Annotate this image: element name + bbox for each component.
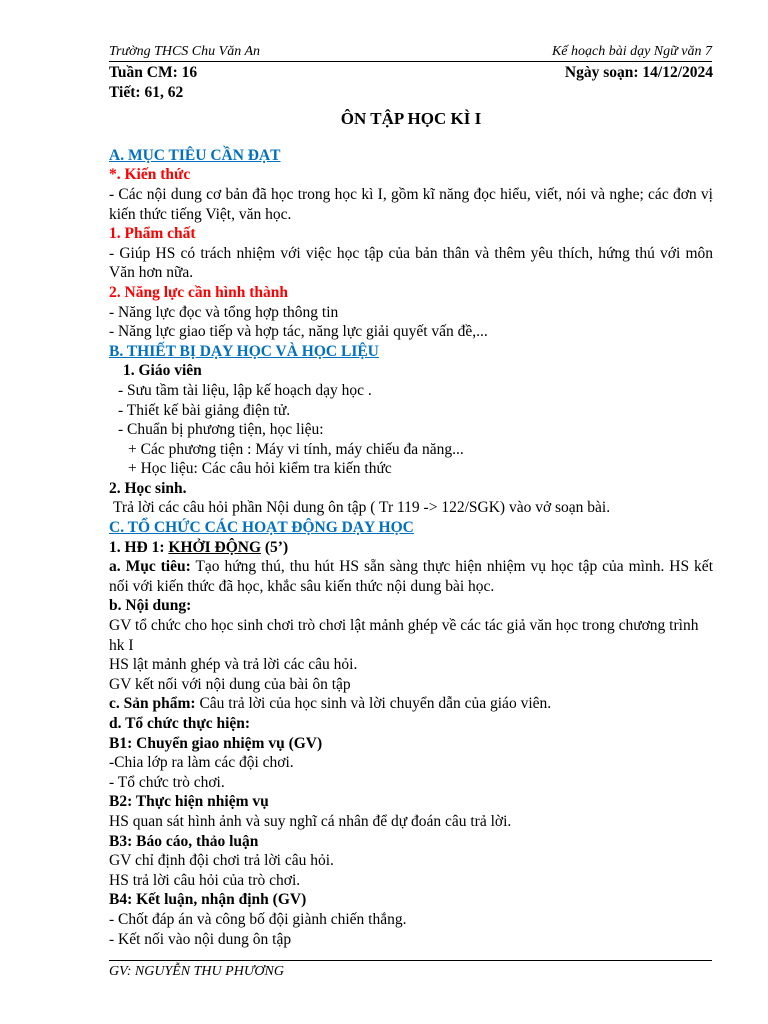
knowledge-heading: *. Kiến thức: [109, 166, 191, 184]
content-label: b. Nội dung:: [109, 597, 192, 615]
competence-item: - Năng lực giao tiếp và hợp tác, năng lực giải quyết vấn đề,...: [109, 323, 488, 341]
goal-paragraph: [109, 557, 713, 596]
competence-heading: 2. Năng lực cần hình thành: [109, 283, 288, 301]
page-title: ÔN TẬP HỌC KÌ I: [340, 109, 482, 129]
b4-item: - Kết nối vào nội dung ôn tập: [109, 930, 292, 948]
b2-text: HS quan sát hình ảnh và suy nghĩ cá nhân để dự đoán câu trả lời.: [109, 812, 512, 830]
activity-prefix: 1. HĐ 1:: [109, 538, 169, 556]
goal-label: a. Mục tiêu:: [109, 558, 191, 576]
teacher-item: + Các phương tiện : Máy vi tính, máy chiếu đa năng...: [128, 440, 464, 458]
teacher-item: - Chuẩn bị phương tiện, học liệu:: [118, 421, 324, 439]
student-heading: 2. Học sinh.: [109, 479, 187, 497]
quality-heading: 1. Phẩm chất: [109, 225, 196, 243]
section-b-heading: B. THIẾT BỊ DẠY HỌC VÀ HỌC LIỆU: [109, 342, 379, 360]
activity-time: (5’): [261, 538, 289, 556]
b4-item: - Chốt đáp án và công bố đội giành chiến thắng.: [109, 910, 407, 928]
product-paragraph: [109, 694, 713, 714]
b4-heading: B4: Kết luận, nhận định (GV): [109, 891, 307, 909]
page-footer: [109, 960, 712, 980]
b3-item: GV chỉ định đội chơi trả lời câu hỏi.: [109, 852, 334, 870]
teacher-item: + Học liệu: Các câu hỏi kiểm tra kiến thức: [128, 460, 392, 478]
teacher-item: - Sưu tầm tài liệu, lập kế hoạch dạy học .: [118, 381, 372, 399]
activity-heading: [109, 538, 713, 558]
teacher-item: - Thiết kế bài giảng điện tử.: [118, 401, 291, 419]
teacher-heading: 1. Giáo viên: [123, 362, 202, 380]
student-text: Trả lời các câu hỏi phần Nội dung ôn tập ( Tr 119 -> 122/SGK) vào vở soạn bài.: [113, 499, 611, 517]
b2-heading: B2: Thực hiện nhiệm vụ: [109, 793, 269, 811]
meta-row: [109, 63, 713, 83]
product-text: Câu trả lời của học sinh và lời chuyển dẫn của giáo viên.: [195, 695, 552, 713]
b1-heading: B1: Chuyển giao nhiệm vụ (GV): [109, 734, 323, 752]
goal-text: Tạo hứng thú, thu hút HS sẵn sàng thực hiện nhiệm vụ học tập của mình. HS kết nối với kiến thức đã học, khắc sâu kiến thức nội dung bài học.: [109, 558, 713, 595]
teacher-name: GV: NGUYỄN THU PHƯƠNG: [109, 964, 284, 979]
knowledge-text: - Các nội dung cơ bản đã học trong học kì I, gồm kĩ năng đọc hiểu, viết, nói và nghe; các đơn vị kiến thức tiếng Việt, văn học.: [109, 185, 713, 223]
b3-heading: B3: Báo cáo, thảo luận: [109, 832, 259, 850]
competence-item: - Năng lực đọc và tổng hợp thông tin: [109, 303, 339, 321]
b3-item: HS trả lời câu hỏi của trò chơi.: [109, 871, 301, 889]
plan-name: Kế hoạch bài dạy Ngữ văn 7: [551, 44, 712, 59]
section-a-heading: A. MỤC TIÊU CẦN ĐẠT: [109, 146, 281, 164]
b1-item: -Chia lớp ra làm các đội chơi.: [109, 754, 294, 772]
school-name: Trường THCS Chu Văn An: [109, 44, 260, 59]
week-label: Tuần CM: 16: [109, 64, 198, 81]
activity-name: KHỞI ĐỘNG: [168, 538, 261, 556]
org-label: d. Tổ chức thực hiện:: [109, 715, 251, 732]
quality-text: - Giúp HS có trách nhiệm với việc học tập của bản thân và thêm yêu thích, hứng thú với môn Văn hơn nữa.: [109, 244, 713, 282]
content-line: GV kết nối với nội dung của bài ôn tập: [109, 675, 351, 693]
document-body: [109, 63, 713, 949]
product-label: c. Sản phẩm:: [109, 695, 196, 713]
periods-label: Tiết: 61, 62: [109, 83, 184, 101]
content-line: GV tổ chức cho học sinh chơi trò chơi lật mảnh ghép về các tác giả văn học trong chương trình hk I: [109, 617, 699, 654]
page-header: [109, 44, 712, 62]
content-line: HS lật mảnh ghép và trả lời các câu hỏi.: [109, 656, 358, 674]
date-label: Ngày soạn: 14/12/2024: [564, 64, 713, 81]
section-c-heading: C. TỔ CHỨC CÁC HOẠT ĐỘNG DẠY HỌC: [109, 519, 414, 537]
b1-item: - Tổ chức trò chơi.: [109, 773, 225, 791]
